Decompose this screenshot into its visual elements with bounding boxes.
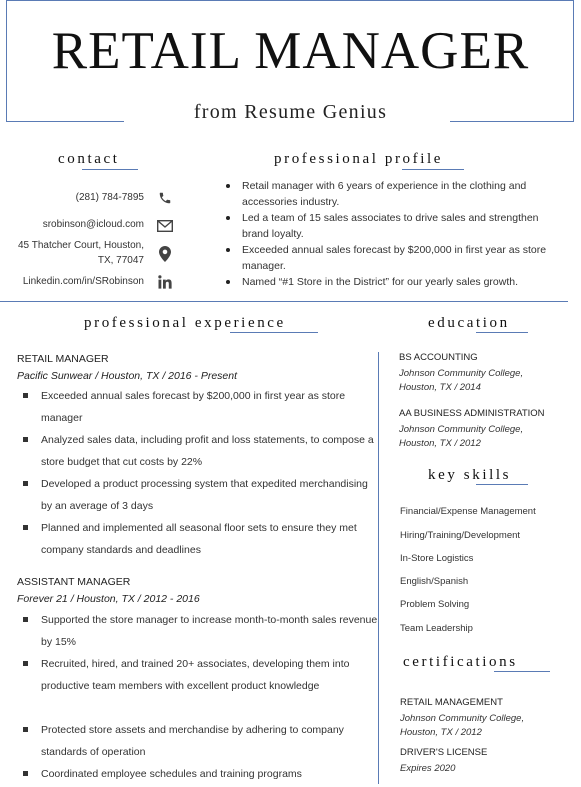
contact-heading: contact bbox=[58, 151, 120, 167]
profile-list bbox=[222, 178, 562, 290]
phone-icon bbox=[157, 190, 173, 206]
experience-heading: professional experience bbox=[84, 315, 286, 331]
skill-item: Team Leadership bbox=[400, 623, 473, 634]
education-underline bbox=[476, 332, 528, 333]
job-bullet: Analyzed sales data, including profit and loss statements, to compose a store budget that cut costs by 22% bbox=[22, 429, 381, 473]
certification-line: Houston, TX / 2012 bbox=[400, 727, 482, 738]
skill-item: Problem Solving bbox=[400, 599, 470, 610]
profile-underline bbox=[402, 169, 464, 170]
skill-item: Financial/Expense Management bbox=[400, 506, 536, 517]
skills-heading: key skills bbox=[428, 467, 512, 483]
certification-line: Johnson Community College, bbox=[400, 713, 525, 724]
contact-address-line1: 45 Thatcher Court, Houston, bbox=[18, 240, 144, 251]
education-degree: BS ACCOUNTING bbox=[399, 352, 478, 363]
certifications-heading: certifications bbox=[403, 654, 518, 670]
location-pin-icon bbox=[157, 246, 173, 262]
job-subtitle: Forever 21 / Houston, TX / 2012 - 2016 bbox=[17, 593, 200, 605]
skills-underline bbox=[476, 484, 528, 485]
job-bullet: Supported the store manager to increase month-to-month sales revenue by 15% bbox=[22, 609, 381, 653]
education-degree: AA BUSINESS ADMINISTRATION bbox=[399, 408, 545, 419]
education-place: Houston, TX / 2012 bbox=[399, 438, 481, 449]
header-top-border bbox=[6, 0, 574, 1]
certifications-underline bbox=[494, 671, 550, 672]
profile-item: Exceeded annual sales forecast by $200,000 in first year as store manager. bbox=[222, 242, 562, 274]
job-title: RETAIL MANAGER bbox=[17, 353, 109, 365]
education-school: Johnson Community College, bbox=[399, 424, 524, 435]
education-school: Johnson Community College, bbox=[399, 368, 524, 379]
education-place: Houston, TX / 2014 bbox=[399, 382, 481, 393]
resume-subtitle: from Resume Genius bbox=[193, 101, 388, 123]
profile-item: Named “#1 Store in the District” for our yearly sales growth. bbox=[222, 274, 562, 290]
skill-item: Hiring/Training/Development bbox=[400, 530, 521, 541]
profile-item: Retail manager with 6 years of experience in the clothing and accessories industry. bbox=[222, 178, 562, 210]
profile-heading: professional profile bbox=[274, 151, 444, 167]
certification-name: DRIVER'S LICENSE bbox=[400, 747, 488, 758]
education-heading: education bbox=[428, 315, 510, 331]
profile-item: Led a team of 15 sales associates to drive sales and strengthen brand loyalty. bbox=[222, 210, 562, 242]
contact-phone: (281) 784-7895 bbox=[75, 192, 144, 203]
certification-line: Expires 2020 bbox=[400, 763, 456, 774]
experience-underline bbox=[230, 332, 318, 333]
contact-underline bbox=[82, 169, 138, 170]
job-bullet: Exceeded annual sales forecast by $200,000 in first year as store manager bbox=[22, 385, 381, 429]
contact-linkedin: Linkedin.com/in/SRobinson bbox=[22, 276, 144, 287]
job-bullet: Developed a product processing system that expedited merchandising by an average of 3 days bbox=[22, 473, 381, 517]
job-title: ASSISTANT MANAGER bbox=[17, 576, 131, 588]
linkedin-icon bbox=[157, 274, 173, 290]
skill-item: English/Spanish bbox=[400, 576, 469, 587]
job-bullet: Recruited, hired, and trained 20+ associates, developing them into productive team members with excellent product knowledge bbox=[22, 653, 381, 697]
email-icon bbox=[157, 218, 173, 234]
certification-name: RETAIL MANAGEMENT bbox=[400, 697, 503, 708]
skill-item: In-Store Logistics bbox=[400, 553, 474, 564]
section-divider bbox=[0, 301, 568, 302]
contact-email: srobinson@icloud.com bbox=[42, 219, 144, 230]
job-bullet: Coordinated employee schedules and training programs bbox=[22, 763, 381, 785]
contact-address-line2: TX, 77047 bbox=[97, 255, 144, 266]
column-divider bbox=[378, 352, 379, 784]
job-subtitle: Pacific Sunwear / Houston, TX / 2016 - Present bbox=[17, 370, 238, 382]
job-bullet: Planned and implemented all seasonal floor sets to ensure they met company standards and deadlines bbox=[22, 517, 381, 561]
resume-title: RETAIL MANAGER bbox=[51, 22, 530, 80]
job-bullet: Protected store assets and merchandise by adhering to company standards of operation bbox=[22, 719, 381, 763]
